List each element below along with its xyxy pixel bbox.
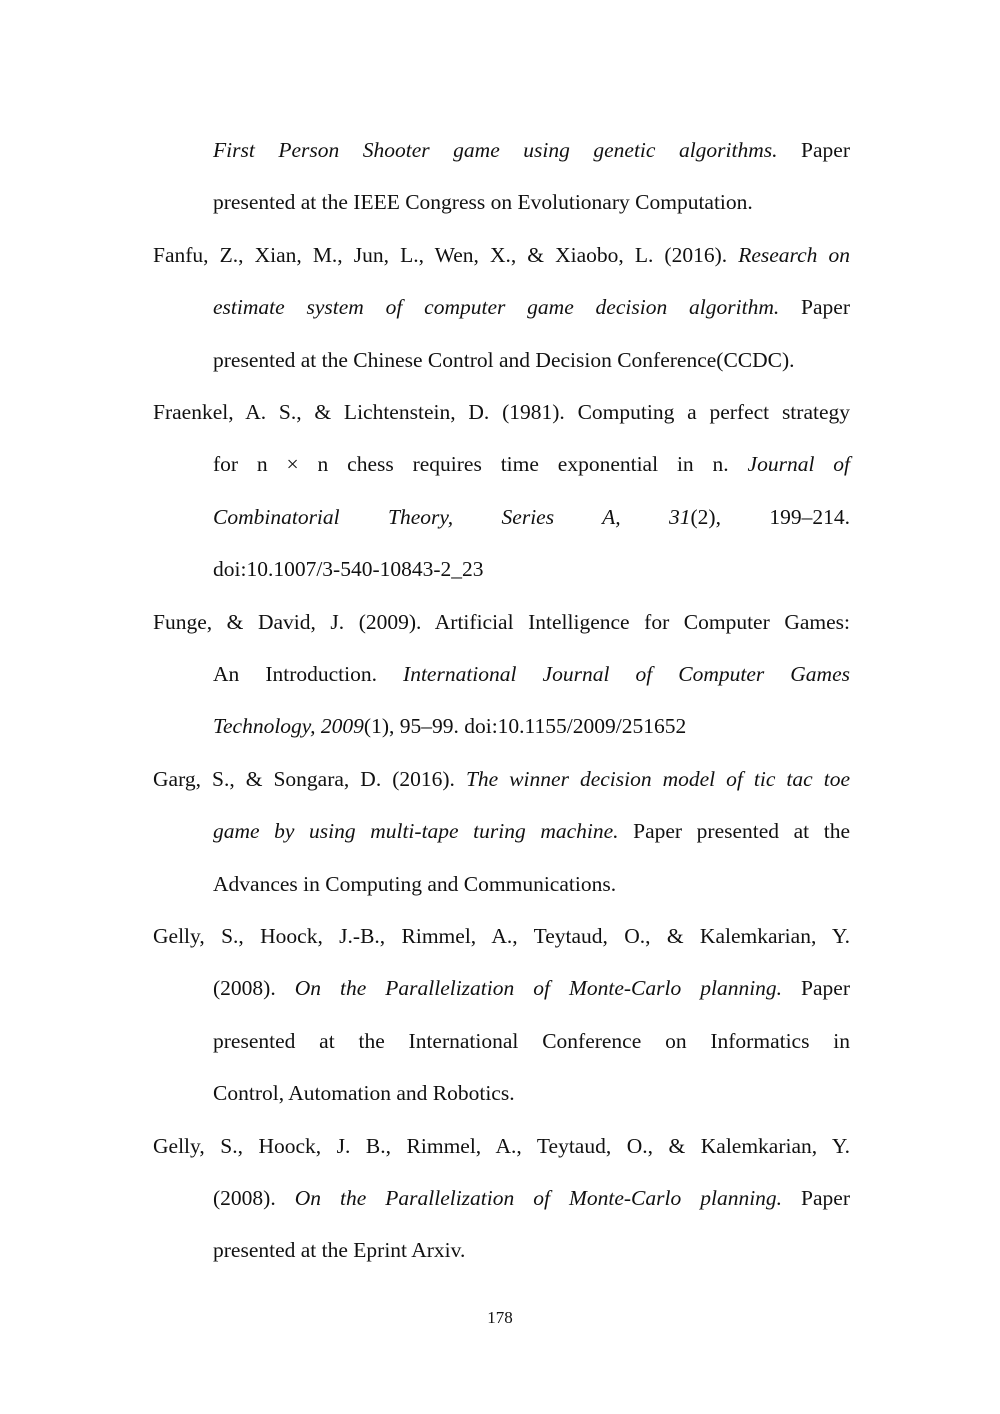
text: (2008). (213, 976, 295, 1001)
italic-text: On the Parallelization of Monte-Carlo planning. (294, 1186, 783, 1210)
italic-text: Research on (738, 242, 850, 267)
text: (2008). (213, 1186, 295, 1210)
reference-line (213, 648, 850, 700)
text: Fanfu, Z., Xian, M., Jun, L., Wen, X., & Xiaobo, L. (2016). (153, 242, 739, 267)
text: Paper (779, 295, 850, 320)
italic-text: Combinatorial Theory, Series A, 31 (213, 504, 691, 529)
reference-line (213, 281, 850, 333)
italic-text: The winner decision model of tic tac toe (465, 766, 850, 791)
text: Paper (782, 976, 850, 1001)
reference-line (213, 1015, 850, 1067)
reference-line (153, 910, 850, 962)
reference-line (213, 962, 850, 1014)
text: Paper (777, 138, 851, 162)
reference-line (213, 1067, 850, 1119)
text: Control, Automation and Robotics. (213, 1081, 515, 1106)
reference-line (213, 543, 850, 595)
reference-line (213, 491, 850, 543)
text: Garg, S., & Songara, D. (2016). (153, 766, 466, 791)
reference-line (153, 386, 850, 438)
reference-line (153, 596, 850, 648)
italic-text: First Person Shooter game using genetic algorithms. (213, 138, 778, 162)
reference-line (213, 438, 850, 490)
reference-line (213, 334, 850, 386)
page-number: 178 (487, 1308, 513, 1327)
reference-line (213, 858, 850, 910)
italic-text: Technology, 2009 (213, 714, 364, 739)
text: (1), 95–99. doi:10.1155/2009/251652 (363, 714, 687, 739)
text: Paper presented at the (618, 819, 850, 844)
text: for n × n chess requires time exponential in n. (213, 452, 748, 477)
reference-line (213, 124, 850, 176)
text: An Introduction. (213, 662, 404, 686)
text: Paper (782, 1186, 850, 1210)
text: presented at the International Conference on Informatics in (213, 1028, 850, 1053)
text: Gelly, S., Hoock, J.-B., Rimmel, A., Teytaud, O., & Kalemkarian, Y. (153, 924, 850, 948)
text: doi:10.1007/3-540-10843-2_23 (213, 557, 484, 582)
reference-line (153, 229, 850, 281)
reference-line (153, 1120, 850, 1172)
text: (2), 199–214. (690, 504, 850, 529)
reference-line (213, 700, 850, 752)
italic-text: estimate system of computer game decision algorithm. (213, 295, 780, 320)
text: presented at the IEEE Congress on Evolutionary Computation. (213, 190, 753, 215)
italic-text: International Journal of Computer Games (403, 662, 850, 686)
text: Advances in Computing and Communications. (213, 871, 617, 896)
reference-line (153, 753, 850, 805)
text: Fraenkel, A. S., & Lichtenstein, D. (1981). Computing a perfect strategy (153, 400, 850, 424)
text: presented at the Eprint Arxiv. (213, 1238, 466, 1263)
reference-line (213, 805, 850, 857)
reference-line (213, 1172, 850, 1224)
italic-text: On the Parallelization of Monte-Carlo planning. (294, 976, 783, 1001)
text: Funge, & David, J. (2009). Artificial Intelligence for Computer Games: (153, 609, 850, 634)
italic-text: Journal of (747, 452, 851, 477)
reference-line (213, 1224, 850, 1276)
text: presented at the Chinese Control and Decision Conference(CCDC). (213, 347, 795, 372)
italic-text: game by using multi-tape turing machine. (213, 819, 619, 844)
text: Gelly, S., Hoock, J. B., Rimmel, A., Teytaud, O., & Kalemkarian, Y. (153, 1133, 850, 1158)
reference-line (213, 176, 850, 228)
